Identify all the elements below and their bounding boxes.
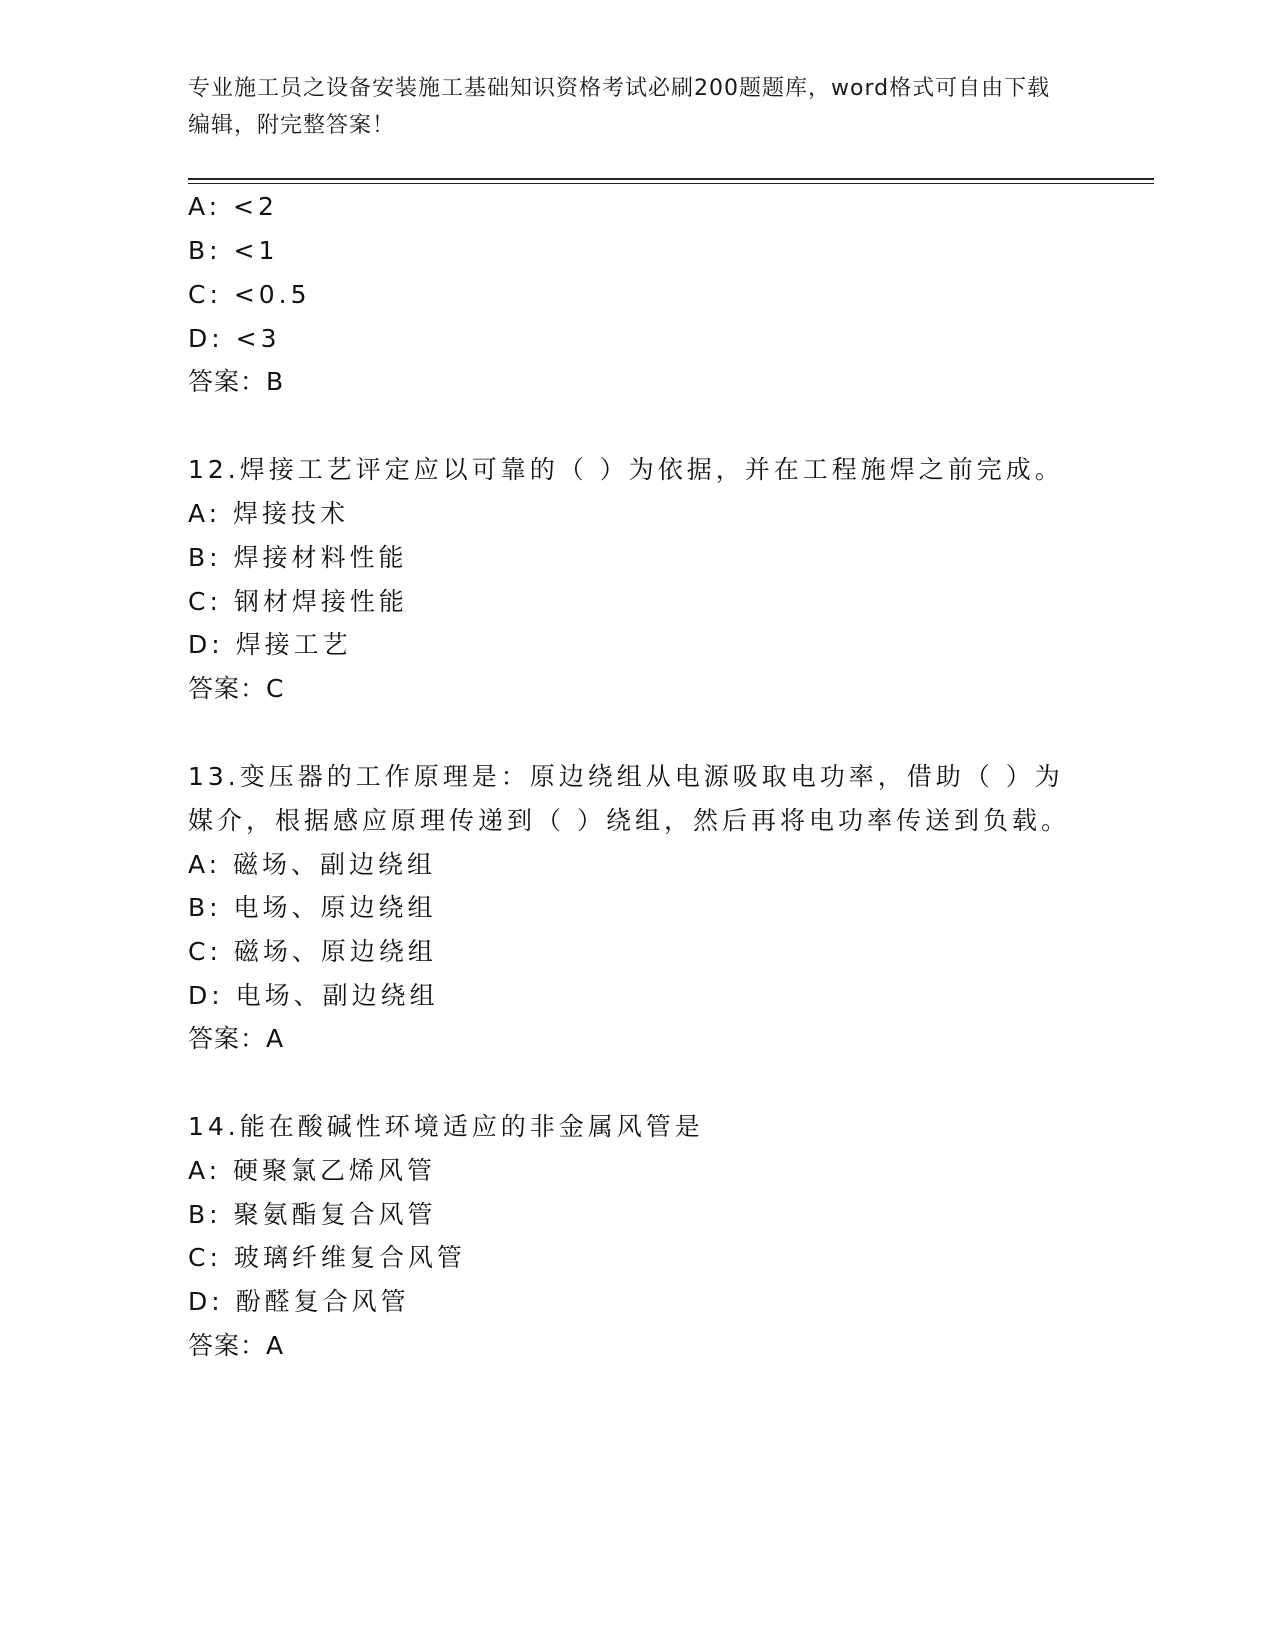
option-b: B: 聚氨酯复合风管 [188, 1200, 437, 1229]
option-a: A: 硬聚氯乙烯风管 [188, 1156, 437, 1185]
answer-line: 答案：B [188, 367, 285, 396]
option-a: A: 焊接技术 [188, 499, 350, 528]
document-header: 专业施工员之设备安装施工基础知识资格考试必刷200题题库，word格式可自由下载编辑，附完整答案！ [188, 76, 1051, 138]
option-c: C: 钢材焊接性能 [188, 587, 408, 616]
option-a: A: <2 [188, 192, 278, 221]
option-a: A: 磁场、副边绕组 [188, 850, 437, 879]
option-c: C: 磁场、原边绕组 [188, 937, 437, 966]
answer-line: 答案：A [188, 1024, 285, 1053]
header-divider-thick [188, 178, 1154, 180]
question-stem: 13.变压器的工作原理是：原边绕组从电源吸取电功率，借助（ ）为 [188, 762, 1064, 791]
answer-line: 答案：C [188, 674, 285, 703]
question-stem-continued: 媒介，根据感应原理传递到（ ）绕组，然后再将电功率传送到负载。 [188, 806, 1070, 835]
answer-line: 答案：A [188, 1331, 285, 1360]
header-divider-thin [188, 183, 1154, 184]
option-d: D: 电场、副边绕组 [188, 981, 439, 1010]
option-b: B: <1 [188, 236, 279, 265]
option-d: D: 酚醛复合风管 [188, 1287, 410, 1316]
option-c: C: 玻璃纤维复合风管 [188, 1243, 466, 1272]
option-d: D: 焊接工艺 [188, 630, 352, 659]
question-stem: 14.能在酸碱性环境适应的非金属风管是 [188, 1112, 704, 1141]
option-b: B: 焊接材料性能 [188, 543, 408, 572]
option-c: C: <0.5 [188, 280, 311, 309]
option-d: D: <3 [188, 324, 281, 353]
option-b: B: 电场、原边绕组 [188, 893, 437, 922]
question-stem: 12.焊接工艺评定应以可靠的（ ）为依据，并在工程施焊之前完成。 [188, 455, 1064, 484]
